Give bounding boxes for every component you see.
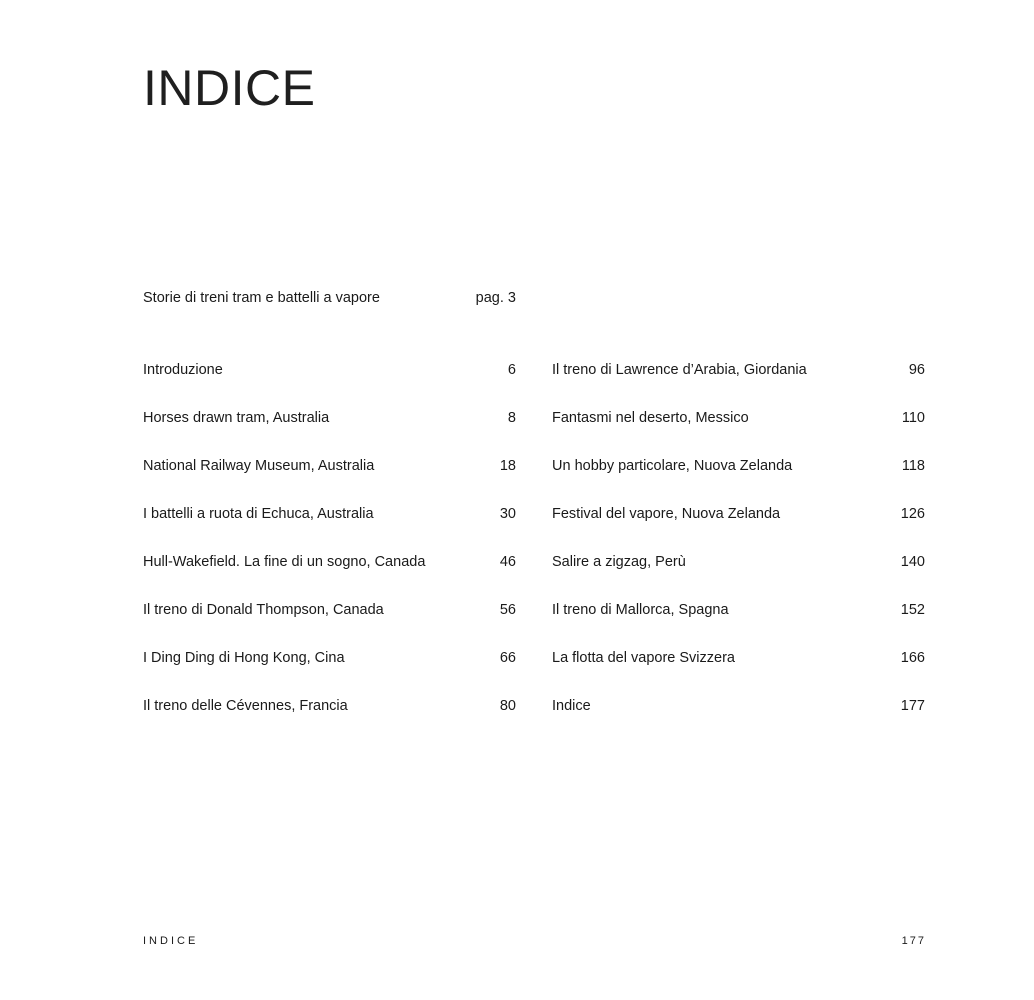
toc-intro-page: pag. 3 xyxy=(475,290,516,306)
toc-entry xyxy=(143,408,516,456)
toc-entry-page: 6 xyxy=(507,362,516,378)
toc-entry-page: 126 xyxy=(900,506,925,522)
toc-entry xyxy=(552,648,925,696)
toc-entry xyxy=(143,648,516,696)
toc-entry-title: I Ding Ding di Hong Kong, Cina xyxy=(143,650,345,666)
toc-entry-title: Festival del vapore, Nuova Zelanda xyxy=(552,506,781,522)
toc-entry-title: Hull-Wakefield. La fine di un sogno, Canada xyxy=(143,554,426,570)
toc-entry xyxy=(552,600,925,648)
toc-entry-title: Il treno di Mallorca, Spagna xyxy=(552,602,729,618)
toc-entry-page: 166 xyxy=(900,650,925,666)
toc-entry xyxy=(552,504,925,552)
toc-intro-row xyxy=(143,288,516,308)
toc-entry xyxy=(143,504,516,552)
toc-entry-page: 152 xyxy=(900,602,925,618)
toc-entry-page: 8 xyxy=(507,410,516,426)
toc-entry xyxy=(552,360,925,408)
toc-entry-page: 96 xyxy=(908,362,925,378)
toc-right-column xyxy=(552,360,925,744)
toc-entry-title: Horses drawn tram, Australia xyxy=(143,410,330,426)
toc-entry-title: Il treno di Lawrence d’Arabia, Giordania xyxy=(552,362,807,378)
toc-entry-title: Indice xyxy=(552,698,591,714)
toc-left-column xyxy=(143,360,516,744)
toc-entry-title: Il treno delle Cévennes, Francia xyxy=(143,698,348,714)
page-title: INDICE xyxy=(143,60,316,116)
toc-entry-page: 56 xyxy=(499,602,516,618)
toc-entry-page: 66 xyxy=(499,650,516,666)
toc-entry-title: I battelli a ruota di Echuca, Australia xyxy=(143,506,374,522)
toc-entry-page: 30 xyxy=(499,506,516,522)
toc-entry-title: Il treno di Donald Thompson, Canada xyxy=(143,602,384,618)
toc-entry-page: 46 xyxy=(499,554,516,570)
toc-entry-title: Un hobby particolare, Nuova Zelanda xyxy=(552,458,793,474)
toc-entry-page: 80 xyxy=(499,698,516,714)
toc-entry xyxy=(552,408,925,456)
toc-entry xyxy=(143,456,516,504)
toc-entry xyxy=(552,696,925,744)
toc-entry xyxy=(143,552,516,600)
toc-entry-title: Introduzione xyxy=(143,362,223,378)
toc-entry-title: Salire a zigzag, Perù xyxy=(552,554,686,570)
toc-entry-page: 118 xyxy=(901,458,925,474)
toc-entry-page: 140 xyxy=(900,554,925,570)
toc-entry xyxy=(552,456,925,504)
footer-page-number: 177 xyxy=(901,935,926,947)
toc-entry-title: La flotta del vapore Svizzera xyxy=(552,650,735,666)
toc-entry-page: 18 xyxy=(499,458,516,474)
toc-entry xyxy=(143,360,516,408)
toc-intro-title: Storie di treni tram e battelli a vapore xyxy=(143,290,380,306)
toc-entry xyxy=(552,552,925,600)
toc-entry xyxy=(143,696,516,744)
toc-entry xyxy=(143,600,516,648)
toc-entry-title: Fantasmi nel deserto, Messico xyxy=(552,410,749,426)
toc-entry-page: 177 xyxy=(900,698,925,714)
toc-entry-title: National Railway Museum, Australia xyxy=(143,458,375,474)
footer-section-label: INDICE xyxy=(143,935,199,947)
toc-entry-page: 110 xyxy=(901,410,925,426)
